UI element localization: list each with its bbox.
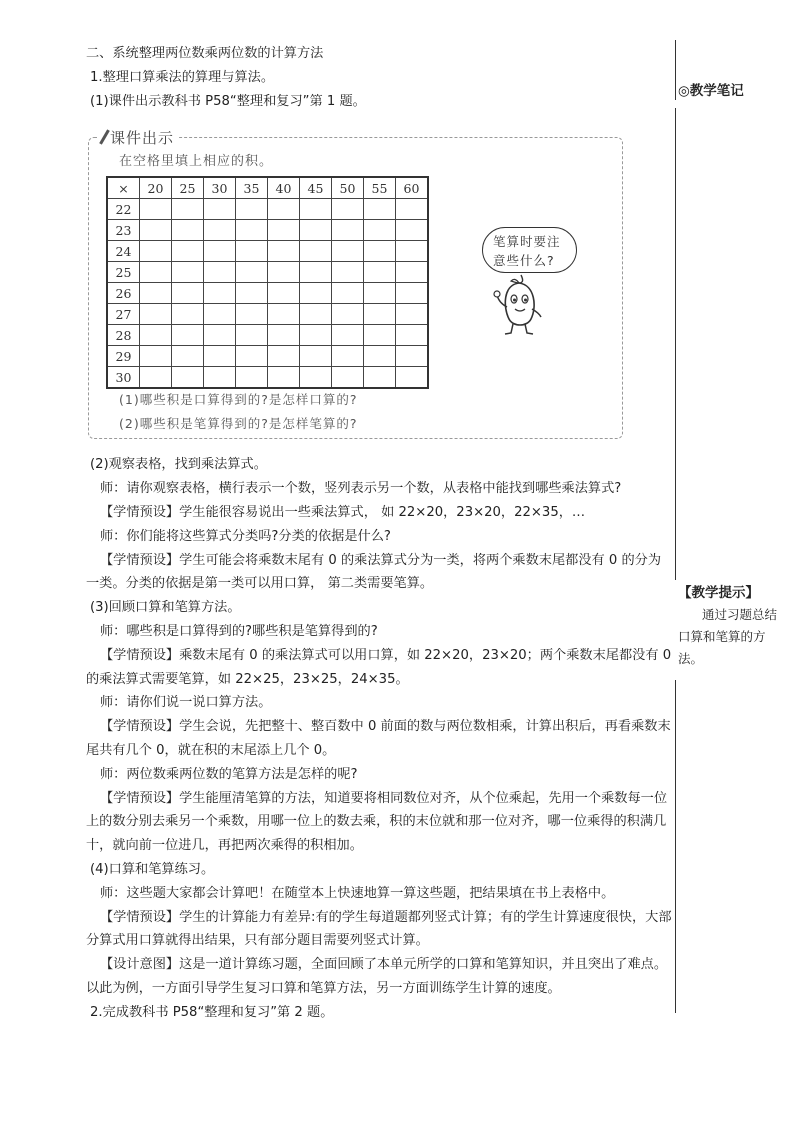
paragraph-12: 师：两位数乘两位数的笔算方法是怎样的呢? xyxy=(100,766,358,782)
blank-cell xyxy=(204,220,236,241)
paragraph-1: (1)课件出示教科书 P58“整理和复习”第 1 题。 xyxy=(90,93,366,109)
blank-cell xyxy=(172,346,204,367)
column-header: 40 xyxy=(268,177,300,199)
table-row xyxy=(107,304,428,325)
courseware-label: 课件出示 xyxy=(99,127,178,148)
blank-cell xyxy=(364,283,396,304)
table-row xyxy=(107,199,428,220)
blank-cell xyxy=(268,220,300,241)
blank-cell xyxy=(268,283,300,304)
bubble-line-1: 笔算时要注 xyxy=(493,234,561,249)
blank-cell xyxy=(236,304,268,325)
blank-cell xyxy=(396,346,429,367)
blank-cell xyxy=(172,367,204,389)
teaching-tip xyxy=(678,582,788,670)
paragraph-17: 【设计意图】这是一道计算练习题，全面回顾了本单元所学的口算和笔算知识，并且突出了难点。以此为例，一方面引导学生复习口算和笔算方法，另一方面训练学生计算的速度。 xyxy=(86,957,668,996)
blank-cell xyxy=(140,325,172,346)
blank-cell xyxy=(300,325,332,346)
blank-cell xyxy=(172,325,204,346)
blank-cell xyxy=(364,367,396,389)
blank-cell xyxy=(396,220,429,241)
blank-cell xyxy=(172,241,204,262)
notes-title: ◎教学笔记 xyxy=(678,83,744,99)
table-header-row xyxy=(107,177,428,199)
paragraph-10: 师：请你们说一说口算方法。 xyxy=(100,695,272,711)
blank-cell xyxy=(268,241,300,262)
paragraph-9: 【学情预设】乘数末尾有 0 的乘法算式可以用口算，如 22×20，23×20；两个乘数末尾都没有 0 的乘法算式需要笔算，如 22×25，23×25，24×35。 xyxy=(86,647,672,687)
blank-cell xyxy=(300,346,332,367)
blank-cell xyxy=(364,304,396,325)
blank-cell xyxy=(364,325,396,346)
blank-cell xyxy=(332,304,364,325)
blank-cell xyxy=(396,283,429,304)
blank-cell xyxy=(140,199,172,220)
courseware-box xyxy=(88,129,623,439)
blank-cell xyxy=(236,367,268,389)
paragraph-11: 【学情预设】学生会说，先把整十、整百数中 0 前面的数与两位数相乘，计算出积后，再看乘数末尾共有几个 0，就在积的末尾添上几个 0。 xyxy=(86,719,671,758)
blank-cell xyxy=(332,283,364,304)
column-header: 35 xyxy=(236,177,268,199)
blank-cell xyxy=(268,346,300,367)
column-header: 55 xyxy=(364,177,396,199)
blank-cell xyxy=(236,241,268,262)
paragraph-6: 【学情预设】学生可能会将乘数末尾有 0 的乘法算式分为一类，将两个乘数末尾都没有 0 的分为一类。分类的依据是第一类可以用口算， 第二类需要笔算。 xyxy=(86,552,662,592)
row-header: 28 xyxy=(107,325,140,346)
blank-cell xyxy=(300,283,332,304)
blank-cell xyxy=(300,241,332,262)
blank-cell xyxy=(332,346,364,367)
table-row xyxy=(107,325,428,346)
blank-cell xyxy=(140,367,172,389)
blank-cell xyxy=(332,241,364,262)
courseware-instruction: 在空格里填上相应的积。 xyxy=(119,154,274,169)
blank-cell xyxy=(396,262,429,283)
blank-cell xyxy=(300,367,332,389)
blank-cell xyxy=(300,199,332,220)
table-row xyxy=(107,262,428,283)
blank-cell xyxy=(332,262,364,283)
row-header: 24 xyxy=(107,241,140,262)
row-header: 25 xyxy=(107,262,140,283)
multiplication-table xyxy=(106,176,429,389)
column-header: 45 xyxy=(300,177,332,199)
question-2: (2)哪些积是笔算得到的?是怎样笔算的? xyxy=(119,416,358,431)
blank-cell xyxy=(268,199,300,220)
blank-cell xyxy=(332,325,364,346)
blank-cell xyxy=(236,262,268,283)
bubble-line-2: 意些什么? xyxy=(493,253,555,268)
sub-heading-1: 1.整理口算乘法的算理与算法。 xyxy=(90,69,275,85)
blank-cell xyxy=(204,346,236,367)
blank-cell xyxy=(236,283,268,304)
paragraph-2: (2)观察表格，找到乘法算式。 xyxy=(90,457,267,473)
blank-cell xyxy=(172,304,204,325)
table-row xyxy=(107,367,428,389)
row-header: 22 xyxy=(107,199,140,220)
paragraph-3: 师：请你观察表格，横行表示一个数，竖列表示另一个数，从表格中能找到哪些乘法算式? xyxy=(100,481,622,497)
blank-cell xyxy=(172,283,204,304)
teaching-notes xyxy=(678,80,788,102)
paragraph-8: 师：哪些积是口算得到的?哪些积是笔算得到的? xyxy=(100,623,378,639)
row-header: 23 xyxy=(107,220,140,241)
blank-cell xyxy=(332,367,364,389)
blank-cell xyxy=(172,220,204,241)
column-header: 20 xyxy=(140,177,172,199)
blank-cell xyxy=(332,220,364,241)
blank-cell xyxy=(300,220,332,241)
blank-cell xyxy=(364,199,396,220)
paragraph-5: 师：你们能将这些算式分类吗?分类的依据是什么? xyxy=(100,528,391,544)
paragraph-4: 【学情预设】学生能很容易说出一些乘法算式， 如 22×20，23×20，22×35，… xyxy=(100,504,586,520)
blank-cell xyxy=(364,241,396,262)
paragraph-15: 师：这些题大家都会计算吧！在随堂本上快速地算一算这些题，把结果填在书上表格中。 xyxy=(100,885,615,901)
row-header: 30 xyxy=(107,367,140,389)
blank-cell xyxy=(236,325,268,346)
blank-cell xyxy=(140,241,172,262)
blank-cell xyxy=(300,304,332,325)
column-header: 30 xyxy=(204,177,236,199)
blank-cell xyxy=(300,262,332,283)
tip-text: 通过习题总结口算和笔算的方法。 xyxy=(678,607,778,666)
mascot-illustration xyxy=(489,273,549,337)
blank-cell xyxy=(268,262,300,283)
blank-cell xyxy=(204,241,236,262)
blank-cell xyxy=(172,262,204,283)
row-header: 26 xyxy=(107,283,140,304)
blank-cell xyxy=(396,241,429,262)
blank-cell xyxy=(204,325,236,346)
blank-cell xyxy=(332,199,364,220)
blank-cell xyxy=(204,199,236,220)
blank-cell xyxy=(204,262,236,283)
blank-cell xyxy=(396,199,429,220)
table-row xyxy=(107,283,428,304)
blank-cell xyxy=(140,304,172,325)
blank-cell xyxy=(268,325,300,346)
blank-cell xyxy=(236,199,268,220)
blank-cell xyxy=(140,346,172,367)
column-header: 50 xyxy=(332,177,364,199)
table-row xyxy=(107,346,428,367)
blank-cell xyxy=(396,304,429,325)
speech-bubble xyxy=(482,227,577,273)
pen-icon xyxy=(99,129,110,144)
blank-cell xyxy=(236,346,268,367)
row-header: 27 xyxy=(107,304,140,325)
blank-cell xyxy=(364,346,396,367)
blank-cell xyxy=(364,262,396,283)
paragraph-18: 2.完成教科书 P58“整理和复习”第 2 题。 xyxy=(90,1004,334,1020)
question-1: (1)哪些积是口算得到的?是怎样口算的? xyxy=(119,392,358,407)
blank-cell xyxy=(268,304,300,325)
paragraph-16: 【学情预设】学生的计算能力有差异:有的学生每道题都列竖式计算；有的学生计算速度很快，大部分算式用口算就得出结果，只有部分题目需要列竖式计算。 xyxy=(86,909,672,949)
blank-cell xyxy=(364,220,396,241)
blank-cell xyxy=(236,220,268,241)
blank-cell xyxy=(140,283,172,304)
paragraph-7: (3)回顾口算和笔算方法。 xyxy=(90,600,241,616)
blank-cell xyxy=(172,199,204,220)
table-corner-cell: × xyxy=(107,177,140,199)
column-header: 25 xyxy=(172,177,204,199)
section-title: 二、系统整理两位数乘两位数的计算方法 xyxy=(86,46,324,61)
row-header: 29 xyxy=(107,346,140,367)
blank-cell xyxy=(396,367,429,389)
blank-cell xyxy=(140,220,172,241)
tip-title: 【教学提示】 xyxy=(678,585,759,601)
blank-cell xyxy=(204,283,236,304)
blank-cell xyxy=(204,304,236,325)
paragraph-13: 【学情预设】学生能厘清笔算的方法，知道要将相同数位对齐，从个位乘起，先用一个乘数每一位上的数分别去乘另一个乘数，用哪一位上的数去乘，积的末位就和那一位对齐，哪一位乘得的积满几十，就向前一位进几，再把两次乘得的积相加。 xyxy=(86,790,668,854)
column-header: 60 xyxy=(396,177,429,199)
paragraph-14: (4)口算和笔算练习。 xyxy=(90,861,215,877)
blank-cell xyxy=(140,262,172,283)
table-row xyxy=(107,241,428,262)
blank-cell xyxy=(268,367,300,389)
blank-cell xyxy=(396,325,429,346)
blank-cell xyxy=(204,367,236,389)
table-row xyxy=(107,220,428,241)
